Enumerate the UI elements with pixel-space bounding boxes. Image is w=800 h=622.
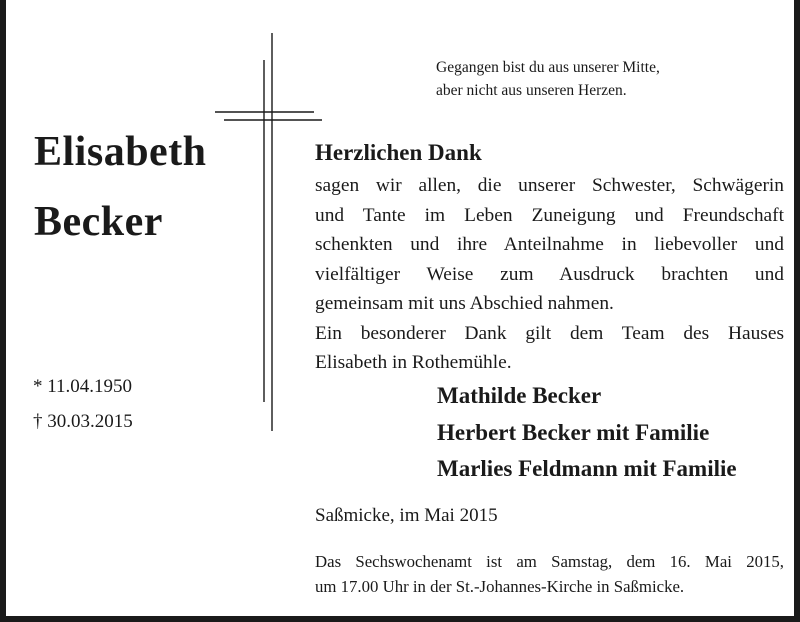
thanks-line: und Tante im Leben Zuneigung und Freundschaft <box>315 204 784 226</box>
signer-name: Mathilde Becker <box>437 383 602 408</box>
service-announcement <box>315 549 784 599</box>
thanks-line: Elisabeth in Rothemühle. <box>315 352 512 373</box>
motto-line: aber nicht aus unseren Herzen. <box>436 82 627 99</box>
thanks-text <box>315 171 784 378</box>
signer-name: Marlies Feldmann mit Familie <box>437 456 737 481</box>
deceased-first-name: Elisabeth <box>34 129 207 175</box>
motto-verse <box>436 56 776 102</box>
motto-line: Gegangen bist du aus unserer Mitte, <box>436 59 660 76</box>
signer-name: Herbert Becker mit Familie <box>437 419 710 445</box>
thanks-line: Ein besonderer Dank gilt dem Team des Hauses <box>315 322 784 344</box>
service-line: um 17.00 Uhr in der St.-Johannes-Kirche in Saßmicke. <box>315 577 685 596</box>
thanks-heading: Herzlichen Dank <box>315 140 482 165</box>
birth-date: * 11.04.1950 <box>33 376 133 397</box>
thanks-line: sagen wir allen, die unserer Schwester, Schwägerin <box>315 175 784 196</box>
place-and-date: Saßmicke, im Mai 2015 <box>315 505 498 526</box>
thanks-line: vielfältiger Weise zum Ausdruck brachten und <box>315 263 784 285</box>
signers-list <box>437 378 737 488</box>
death-date: † 30.03.2015 <box>33 411 133 432</box>
service-line: Das Sechswochenamt ist am Samstag, dem 16. Mai 2015, <box>315 552 784 571</box>
deceased-last-name: Becker <box>34 199 163 245</box>
thanks-line: gemeinsam mit uns Abschied nahmen. <box>315 293 614 314</box>
thanks-line: schenkten und ihre Anteilnahme in liebevoller und <box>315 234 784 255</box>
